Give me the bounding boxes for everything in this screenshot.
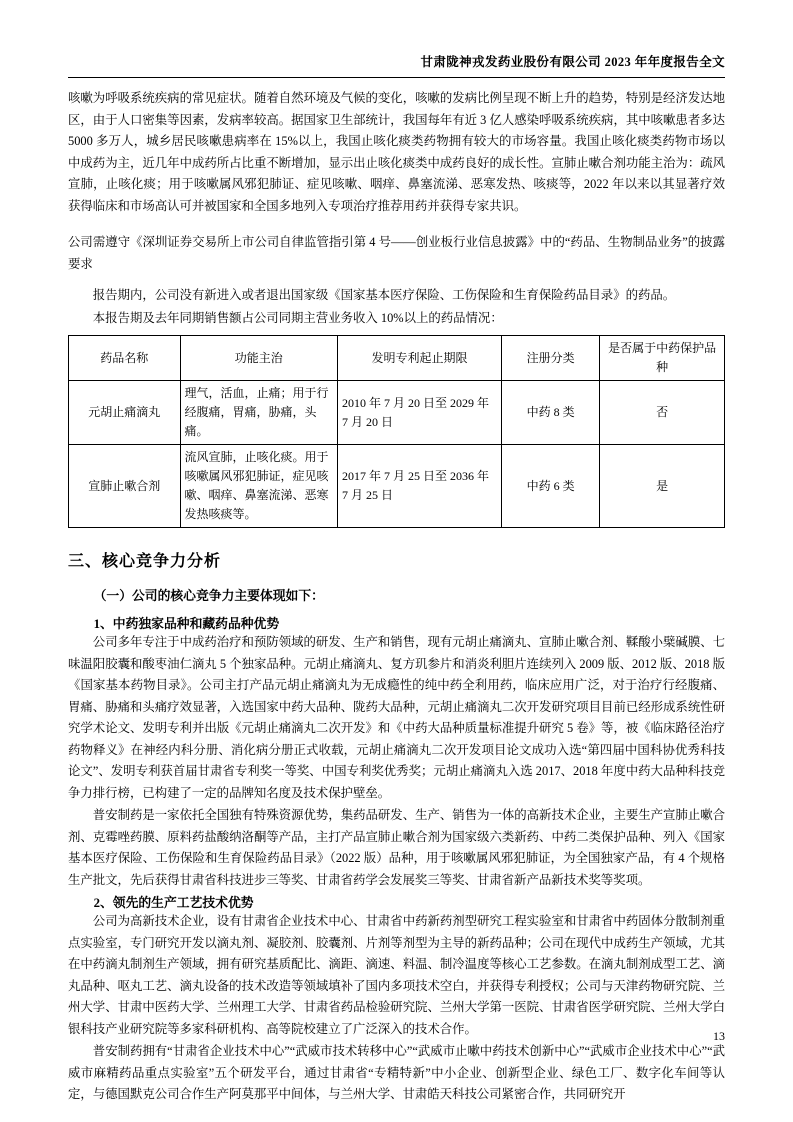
paragraph-no-catalog-change: 报告期内，公司没有新进入或者退出国家级《国家基本医疗保险、工伤保险和生育保险药品目录》的药品。 xyxy=(92,288,676,302)
paragraph-production-technology-1: 公司为高新技术企业，设有甘肃省企业技术中心、甘肃省中药新药剂型研究工程实验室和甘肃省中药固体分散制剂重点实验室，专门研究开发以滴丸剂、凝胶剂、胶囊剂、片剂等剂型为主导的新药品种；公司在现代中成药生产领域，尤其在中药滴丸制剂生产领域，拥有研究基质配比、滴距、滴速、料温、制冷温度等核心工艺参数。在滴丸制剂成型工艺、滴丸品种、呕丸工艺、滴丸设备的技术改造等领域填补了国内多项技术空白，并获得专利授权；公司与天津药物研究院、兰州大学、甘肃中医药大学、兰州理工大学、甘肃省药品检验研究院、兰州大学第一医院、甘肃省医学研究院、兰州大学白银科技产业研究院等多家科研机构、高等院校建立了广泛深入的技术合作。 xyxy=(68,914,725,1036)
cell-registration-class: 中药 8 类 xyxy=(501,381,599,445)
paragraph-revenue-drugs: 本报告期及去年同期销售额占公司同期主营业务收入 10%以上的药品情况： xyxy=(92,310,503,325)
cell-patent-period: 2010 年 7 月 20 日至 2029 年 7 月 20 日 xyxy=(337,381,501,445)
spacer xyxy=(68,218,725,232)
header-divider xyxy=(68,77,725,78)
col-protected-variety: 是否属于中药保护品种 xyxy=(600,336,725,381)
cell-protected-variety: 否 xyxy=(600,381,725,445)
col-drug-name: 药品名称 xyxy=(69,336,181,381)
cell-indication: 理气，活血，止痛；用于行经腹痛，胃痛，胁痛，头痛。 xyxy=(180,381,337,445)
cell-registration-class: 中药 6 类 xyxy=(501,445,599,528)
cell-protected-variety: 是 xyxy=(600,445,725,528)
spacer xyxy=(68,528,725,548)
col-patent-period: 发明专利起止期限 xyxy=(337,336,501,381)
table-header-row xyxy=(69,336,725,381)
cell-drug-name: 宣肺止嗽合剂 xyxy=(69,445,181,528)
spacer xyxy=(68,604,725,613)
paragraph-production-technology-2: 普安制药拥有“甘肃省企业技术中心”“武威市技术转移中心”“武威市止嗽中药技术创新中心”“武威市企业技术中心”“武威市麻精药品重点实验室”五个研发平台，通过甘肃省“专精特新”中小企业、创新型企业、绿色工厂、数字化车间等认定，与德国默克公司合作生产阿莫那平中间体，与兰州大学、甘肃皓天科技公司紧密合作，共同研究开 xyxy=(68,1044,725,1101)
section-heading-core-competitiveness: 三、核心竞争力分析 xyxy=(68,553,222,570)
spacer xyxy=(68,276,725,285)
cell-indication: 流风宣肺，止咳化痰。用于咳嗽属风邪犯肺证，症见咳嗽、咽痒、鼻塞流涕、恶寒发热咳痰等。 xyxy=(180,445,337,528)
col-indication: 功能主治 xyxy=(180,336,337,381)
paragraph-puan-pharma: 普安制药是一家依托全国独有特殊资源优势，集药品研发、生产、销售为一体的高新技术企业，主要生产宣肺止嗽合剂、克霉唑药膜、原料药盐酸纳洛酮等产品，主打产品宣肺止嗽合剂为国家级六类新药、中药二类保护品种、列入《国家基本医疗保险、工伤保险和生育保险药品目录》（2022 版）品种，用于咳嗽属风邪犯肺证，为全国独家产品，有 4 个规格生产批文，先后获得甘肃省科技进步三等奖、甘肃省药学会发展奖三等奖、甘肃省新产品新技术奖等奖项。 xyxy=(68,808,725,887)
spacer xyxy=(68,571,725,585)
subheading-core-competitiveness-list: （一）公司的核心竞争力主要体现如下： xyxy=(93,589,324,603)
subheading-exclusive-varieties: 1、中药独家品种和藏药品种优势 xyxy=(93,617,280,631)
drug-table xyxy=(68,335,725,528)
table-row xyxy=(69,381,725,445)
paragraph-cough-market: 咳嗽为呼吸系统疾病的常见症状。随着自然环境及气候的变化，咳嗽的发病比例呈现不断上升的趋势，特别是经济发达地区，由于人口密集等因素，发病率较高。据国家卫生部统计，我国每年有近 3 亿人感染呼吸系统疾病，其中咳嗽患者多达 5000 多万人，城乡居民咳嗽患病率在 15%以上，我国止咳化痰类药物拥有较大的市场容量。我国止咳化痰类药物市场以中成药为主，近几年中成药所占比重不断增加，显示出止咳化痰类中成药良好的成长性。宣肺止嗽合剂功能主治为：疏风宣肺，止咳化痰；用于咳嗽属风邪犯肺证、症见咳嗽、咽痒、鼻塞流涕、恶寒发热、咳痰等，2022 年以来以其显著疗效获得临床和市场高认可并被国家和全国多地列入专项治疗推荐用药并获得专家共识。 xyxy=(68,91,725,213)
page-content xyxy=(68,88,725,1107)
page-header xyxy=(68,52,725,78)
cell-patent-period: 2017 年 7 月 25 日至 2036 年 7 月 25 日 xyxy=(337,445,501,528)
subheading-production-technology: 2、领先的生产工艺技术优势 xyxy=(93,896,254,910)
cell-drug-name: 元胡止痛滴丸 xyxy=(69,381,181,445)
page-number: 13 xyxy=(713,1029,725,1043)
col-registration-class: 注册分类 xyxy=(501,336,599,381)
paragraph-disclosure-rule: 公司需遵守《深圳证券交易所上市公司自律监管指引第 4 号——创业板行业信息披露》中的“药品、生物制品业务”的披露要求 xyxy=(68,235,725,271)
paragraph-exclusive-varieties-1: 公司多年专注于中成药治疗和预防领域的研发、生产和销售，现有元胡止痛滴丸、宣肺止嗽合剂、鞣酸小檗碱膜、七味温阳胶囊和酸枣油仁滴丸 5 个独家品种。元胡止痛滴丸、复方玑参片和消炎利胆片连续列入 2009 版、2012 版、2018 版《国家基本药物目录》。公司主打产品元胡止痛滴丸为无成瘾性的纯中药全利用药，临床应用广泛，对于治疗行经腹痛、胃痛、胁痛和头痛疗效显著，入选国家中药大品种、陇药大品种，元胡止痛滴丸二次开发研究项目目前已经形成系统性研究学术论文、发明专利并出版《元胡止痛滴丸二次开发》和《中药大品种质量标准提升研究 5 卷》等，被《临床路径治疗药物释义》在神经内科分册、消化病分册正式收载，元胡止痛滴丸二次开发项目论文成功入选“第四届中国科协优秀科技论文”、发明专利获首届甘肃省专利奖一等奖、中国专利奖优秀奖；元胡止痛滴丸入选 2017、2018 年度中药大品种科技竞争力排行榜，已构建了一定的品牌知名度及技术保护壁垒。 xyxy=(68,635,725,800)
table-row xyxy=(69,445,725,528)
header-title: 甘肃陇神戎发药业股份有限公司 2023 年年度报告全文 xyxy=(420,55,725,69)
